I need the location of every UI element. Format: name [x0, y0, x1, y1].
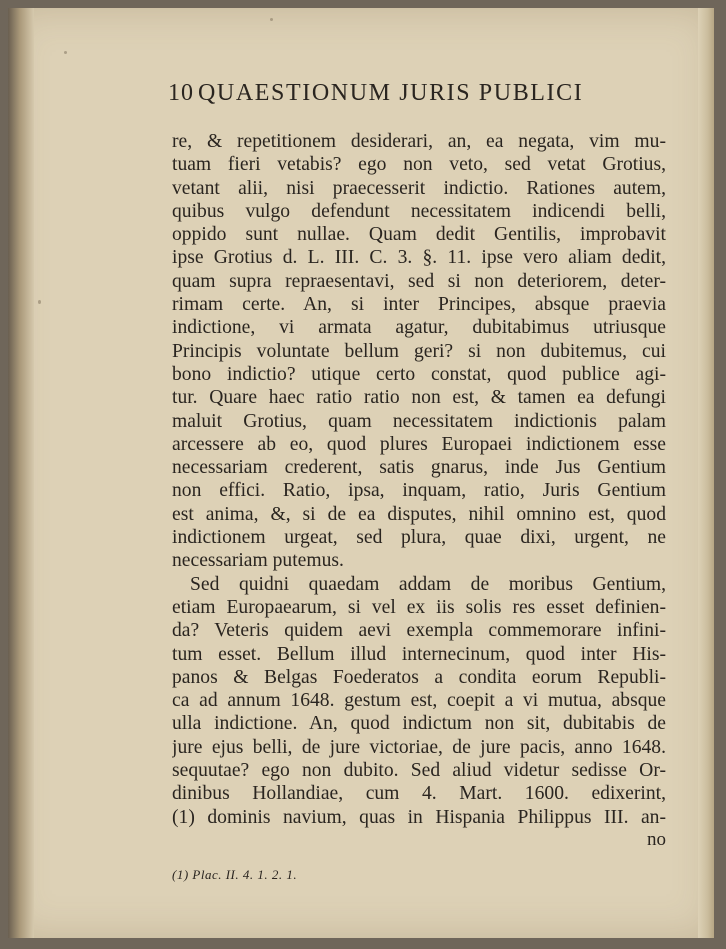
text-line: ca ad annum 1648. gestum est, coepit a vi mutua, absque	[172, 690, 666, 712]
paragraph-first-line: Sed quidni quaedam addam de moribus Gentium,	[190, 573, 666, 595]
text-line: quibus vulgo defendunt necessitatem indicendi belli,	[172, 200, 666, 222]
text-line: (1) dominis navium, quas in Hispania Philippus III. an-	[172, 806, 666, 828]
text-line: necessariam crederent, satis gnarus, inde Jus Gentium	[172, 457, 666, 479]
page-number: 10	[168, 80, 194, 106]
text-line: tuam fieri vetabis? ego non veto, sed vetat Grotius,	[172, 154, 666, 176]
text-line: jure ejus belli, de jure victoriae, de jure pacis, anno 1648.	[172, 736, 666, 758]
text-line: tur. Quare haec ratio ratio non est, & tamen ea defungi	[172, 387, 666, 409]
text-line: rimam certe. An, si inter Principes, absque praevia	[172, 294, 666, 316]
text-line: quam supra repraesentavi, sed si non deteriorem, deter-	[172, 270, 666, 292]
text-line: da? Veteris quidem aevi exempla commemorare infini-	[172, 620, 666, 642]
running-head	[168, 80, 666, 130]
text-line: ulla indictione. An, quod indictum non sit, dubitabis de	[172, 713, 666, 735]
catchword: no	[647, 828, 666, 850]
text-line: bono indictio? utique certo constat, quod publice agi-	[172, 363, 666, 385]
page-edge	[698, 8, 714, 938]
text-line: oppido sunt nullae. Quam dedit Gentilis, improbavit	[172, 224, 666, 246]
page-gutter	[8, 8, 34, 938]
running-title: QUAESTIONUM JURIS PUBLICI	[198, 80, 584, 106]
page-text	[168, 80, 666, 883]
text-line: necessariam putemus.	[172, 550, 344, 572]
text-line: non effici. Ratio, ipsa, inquam, ratio, Juris Gentium	[172, 480, 666, 502]
text-line: indictionem urgeat, sed plura, quae dixi, urgent, ne	[172, 527, 666, 549]
text-line: re, & repetitionem desiderari, an, ea negata, vim mu-	[172, 131, 666, 152]
text-line: est anima, &, si de ea disputes, nihil omnino est, quod	[172, 503, 666, 525]
paper-speck	[270, 18, 273, 21]
text-line: indictione, vi armata agatur, dubitabimus utriusque	[172, 317, 666, 339]
text-line: panos & Belgas Foederatos a condita eorum Republi-	[172, 666, 666, 688]
text-line: Principis voluntate bellum geri? si non dubitemus, cui	[172, 340, 666, 362]
footnote: (1) Plac. II. 4. 1. 2. 1.	[172, 866, 298, 882]
paper-speck	[38, 300, 41, 304]
text-line: arcessere ab eo, quod plures Europaei indictionem esse	[172, 433, 666, 455]
book-page	[8, 8, 714, 938]
paper-speck	[64, 51, 67, 54]
text-line: tum esset. Bellum illud internecinum, quod inter His-	[172, 643, 666, 665]
text-line: ipse Grotius d. L. III. C. 3. §. 11. ipse vero aliam dedit,	[172, 247, 666, 269]
text-line: maluit Grotius, quam necessitatem indictionis palam	[172, 410, 666, 432]
text-line: etiam Europaearum, si vel ex iis solis res esset definien-	[172, 596, 666, 618]
text-line: vetant alii, nisi praecesserit indictio. Rationes autem,	[172, 177, 666, 199]
text-line: sequutae? ego non dubito. Sed aliud videtur sedisse Or-	[172, 760, 666, 782]
text-line: dinibus Hollandiae, cum 4. Mart. 1600. edixerint,	[172, 783, 666, 805]
